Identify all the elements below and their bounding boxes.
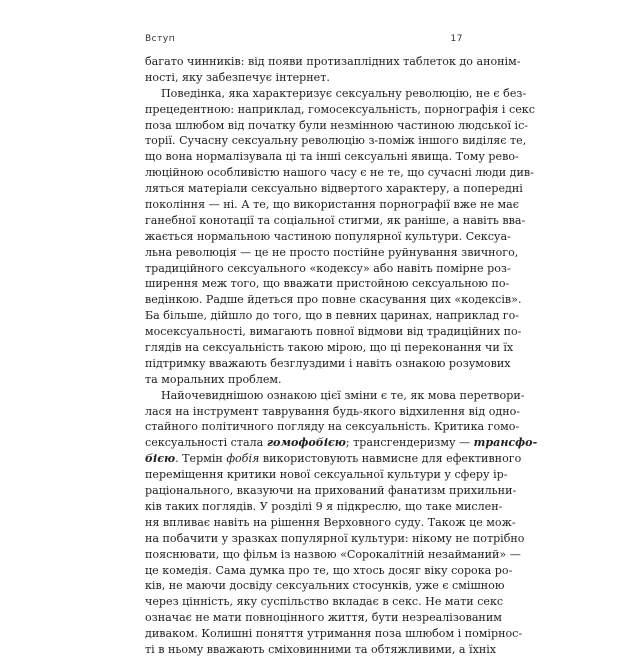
text-line: ганебної конотації та соціальної стигми, як раніше, а навіть вва- [145, 213, 526, 227]
text-line: диваком. Колишні поняття утримання поза шлюбом і помірнос- [145, 627, 523, 641]
text-line: покоління — ні. А те, що використання порнографії вже не має [145, 198, 520, 212]
text-line: ків, не маючи досвіду сексуальних стосунків, уже є смішною [145, 579, 505, 593]
text-line [145, 435, 538, 451]
text-line: підтримку вважають безглуздими і навіть ознакою розумових [145, 356, 511, 370]
text-line: глядів на сексуальність такою мірою, що ці переконання чи їх [145, 341, 514, 355]
text-line: ності, яку забезпечує інтернет. [145, 70, 330, 84]
text-line: ведінкою. Радше йдеться про повне скасування цих «кодексів». [145, 293, 522, 307]
emphasized-term: бією [145, 452, 176, 466]
text-line: означає не мати повноцінного життя, бути незреалізованим [145, 611, 502, 625]
text-line: раціонального, вказуючи на прихований фанатизм прихильни- [145, 484, 517, 498]
text-line [145, 451, 522, 467]
text-segment: ; трансгендеризму — [345, 436, 474, 450]
text-line: пояснювати, що фільм із назвою «Сорокалітній незайманий» — [145, 547, 521, 561]
text-line: це комедія. Сама думка про те, що хтось досяг віку сорока ро- [145, 563, 513, 577]
section-title: Вступ [145, 34, 176, 44]
text-line: жається нормальною частиною популярної культури. Сексуа- [145, 229, 511, 243]
body-text [145, 54, 538, 658]
text-line: на побачити у зразках популярної культури: нікому не потрібно [145, 531, 525, 545]
text-line: ків таких поглядів. У розділі 9 я підкреслю, що таке мислен- [145, 499, 503, 513]
text-line: що вона нормалізувала ці та інші сексуальні явища. Тому рево- [145, 150, 519, 164]
text-segment: . Термін [175, 452, 227, 466]
text-line: переміщення критики нової сексуальної культури у сферу ір- [145, 468, 508, 482]
text-line: та моральних проблем. [145, 372, 282, 386]
text-segment: використовують навмисне для ефективного [259, 452, 522, 466]
text-segment: сексуальності стала [145, 436, 267, 450]
text-line: прецедентною: наприклад, гомосексуальність, порнографія і секс [145, 102, 535, 116]
text-line: через цінність, яку суспільство вкладає в секс. Не мати секс [145, 595, 504, 609]
text-line: традиційного сексуального «кодексу» або навіть помірне роз- [145, 261, 511, 275]
text-line: поза шлюбом від початку були незмінною частиною людської іс- [145, 118, 529, 132]
text-line: лася на інструмент таврування будь-якого відхилення від одно- [145, 404, 521, 418]
text-line: льна революція — це не просто постійне руйнування звичного, [145, 245, 519, 259]
text-line: Поведінка, яка характеризує сексуальну революцію, не є без- [161, 86, 527, 100]
text-line: Найочевиднішою ознакою цієї зміни є те, як мова перетвори- [161, 388, 525, 402]
text-line: Ба більше, дійшло до того, що в певних царинах, наприклад го- [145, 309, 519, 323]
emphasized-term: фобія [226, 452, 260, 466]
text-line: люційною особливістю нашого часу є не те, що сучасні люди див- [145, 166, 534, 180]
text-line: багато чинників: від появи протизаплідних таблеток до анонім- [145, 55, 521, 68]
page-number: 17 [450, 34, 463, 44]
emphasized-term: трансфо- [473, 436, 538, 450]
text-line: стайного політичного погляду на сексуальність. Критика гомо- [145, 420, 520, 434]
text-line: ляться матеріали сексуально відвертого характеру, а попередні [145, 182, 523, 196]
text-line: ня впливає навіть на рішення Верховного суду. Також це мож- [145, 515, 516, 529]
running-head [145, 34, 463, 44]
text-line: ті в ньому вважають сміховинними та обтяжливими, а їхніх [145, 642, 497, 656]
text-line: торії. Сучасну сексуальну революцію з-поміж іншого виділяє те, [145, 134, 527, 148]
text-line: мосексуальності, вимагають повної відмови від традиційних по- [145, 325, 522, 339]
text-line: ширення меж того, що вважати пристойною сексуальною по- [145, 277, 510, 291]
emphasized-term: гомофобією [266, 436, 346, 450]
